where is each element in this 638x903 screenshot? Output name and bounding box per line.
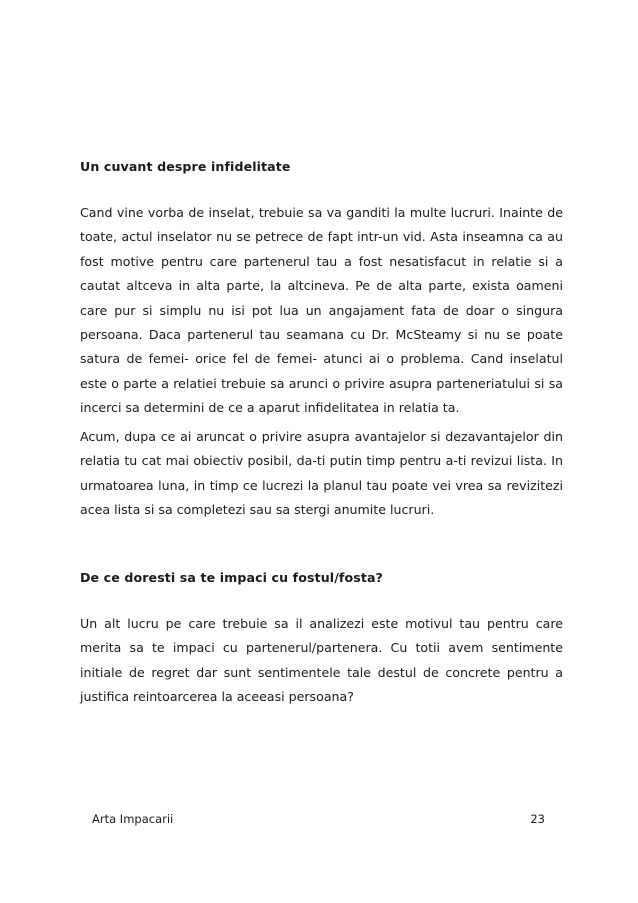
section-heading-infidelity: Un cuvant despre infidelitate — [80, 159, 291, 174]
page-footer — [0, 812, 638, 832]
footer-page-number: 23 — [530, 812, 545, 826]
section-heading-why-reconcile: De ce doresti sa te impaci cu fostul/fosta? — [80, 570, 383, 585]
paragraph-motive: Un alt lucru pe care trebuie sa il analizezi este motivul tau pentru care merita sa te impaci cu partenerul/partenera. Cu totii avem sentimente initiale de regret dar sunt sentimentele tale destul de concrete pentru a justifica reintoarcerea la aceeasi persoana? — [80, 616, 563, 705]
footer-book-title: Arta Impacarii — [92, 812, 174, 826]
paragraph-review-list: Acum, dupa ce ai aruncat o privire asupra avantajelor si dezavantajelor din relatia tu cat mai obiectiv posibil, da-ti putin timp pentru a-ti revizui lista. In urmatoarea luna, in timp ce lucrezi la planul tau poate vei vrea sa revizitezi acea lista si sa completezi sau sa stergi anumite lucruri. — [80, 429, 563, 518]
paragraph-infidelity: Cand vine vorba de inselat, trebuie sa va ganditi la multe lucruri. Inainte de toate, actul inselator nu se petrece de fapt intr-un vid. Asta inseamna ca au fost motive pentru care partenerul tau a fost nesatisfacut in relatie si a cautat altceva in alta parte, la altcineva. Pe de alta parte, exista oameni care pur si simplu nu isi pot lua un angajament fata de doar o singura persoana. Daca partenerul tau seamana cu Dr. McSteamy si nu se poate satura de femei- orice fel de femei- atunci ai o problema. Cand inselatul este o parte a relatiei trebuie sa arunci o privire asupra parteneriatului si sa incerci sa determini de ce a aparut infidelitatea in relatia ta. — [80, 205, 563, 416]
